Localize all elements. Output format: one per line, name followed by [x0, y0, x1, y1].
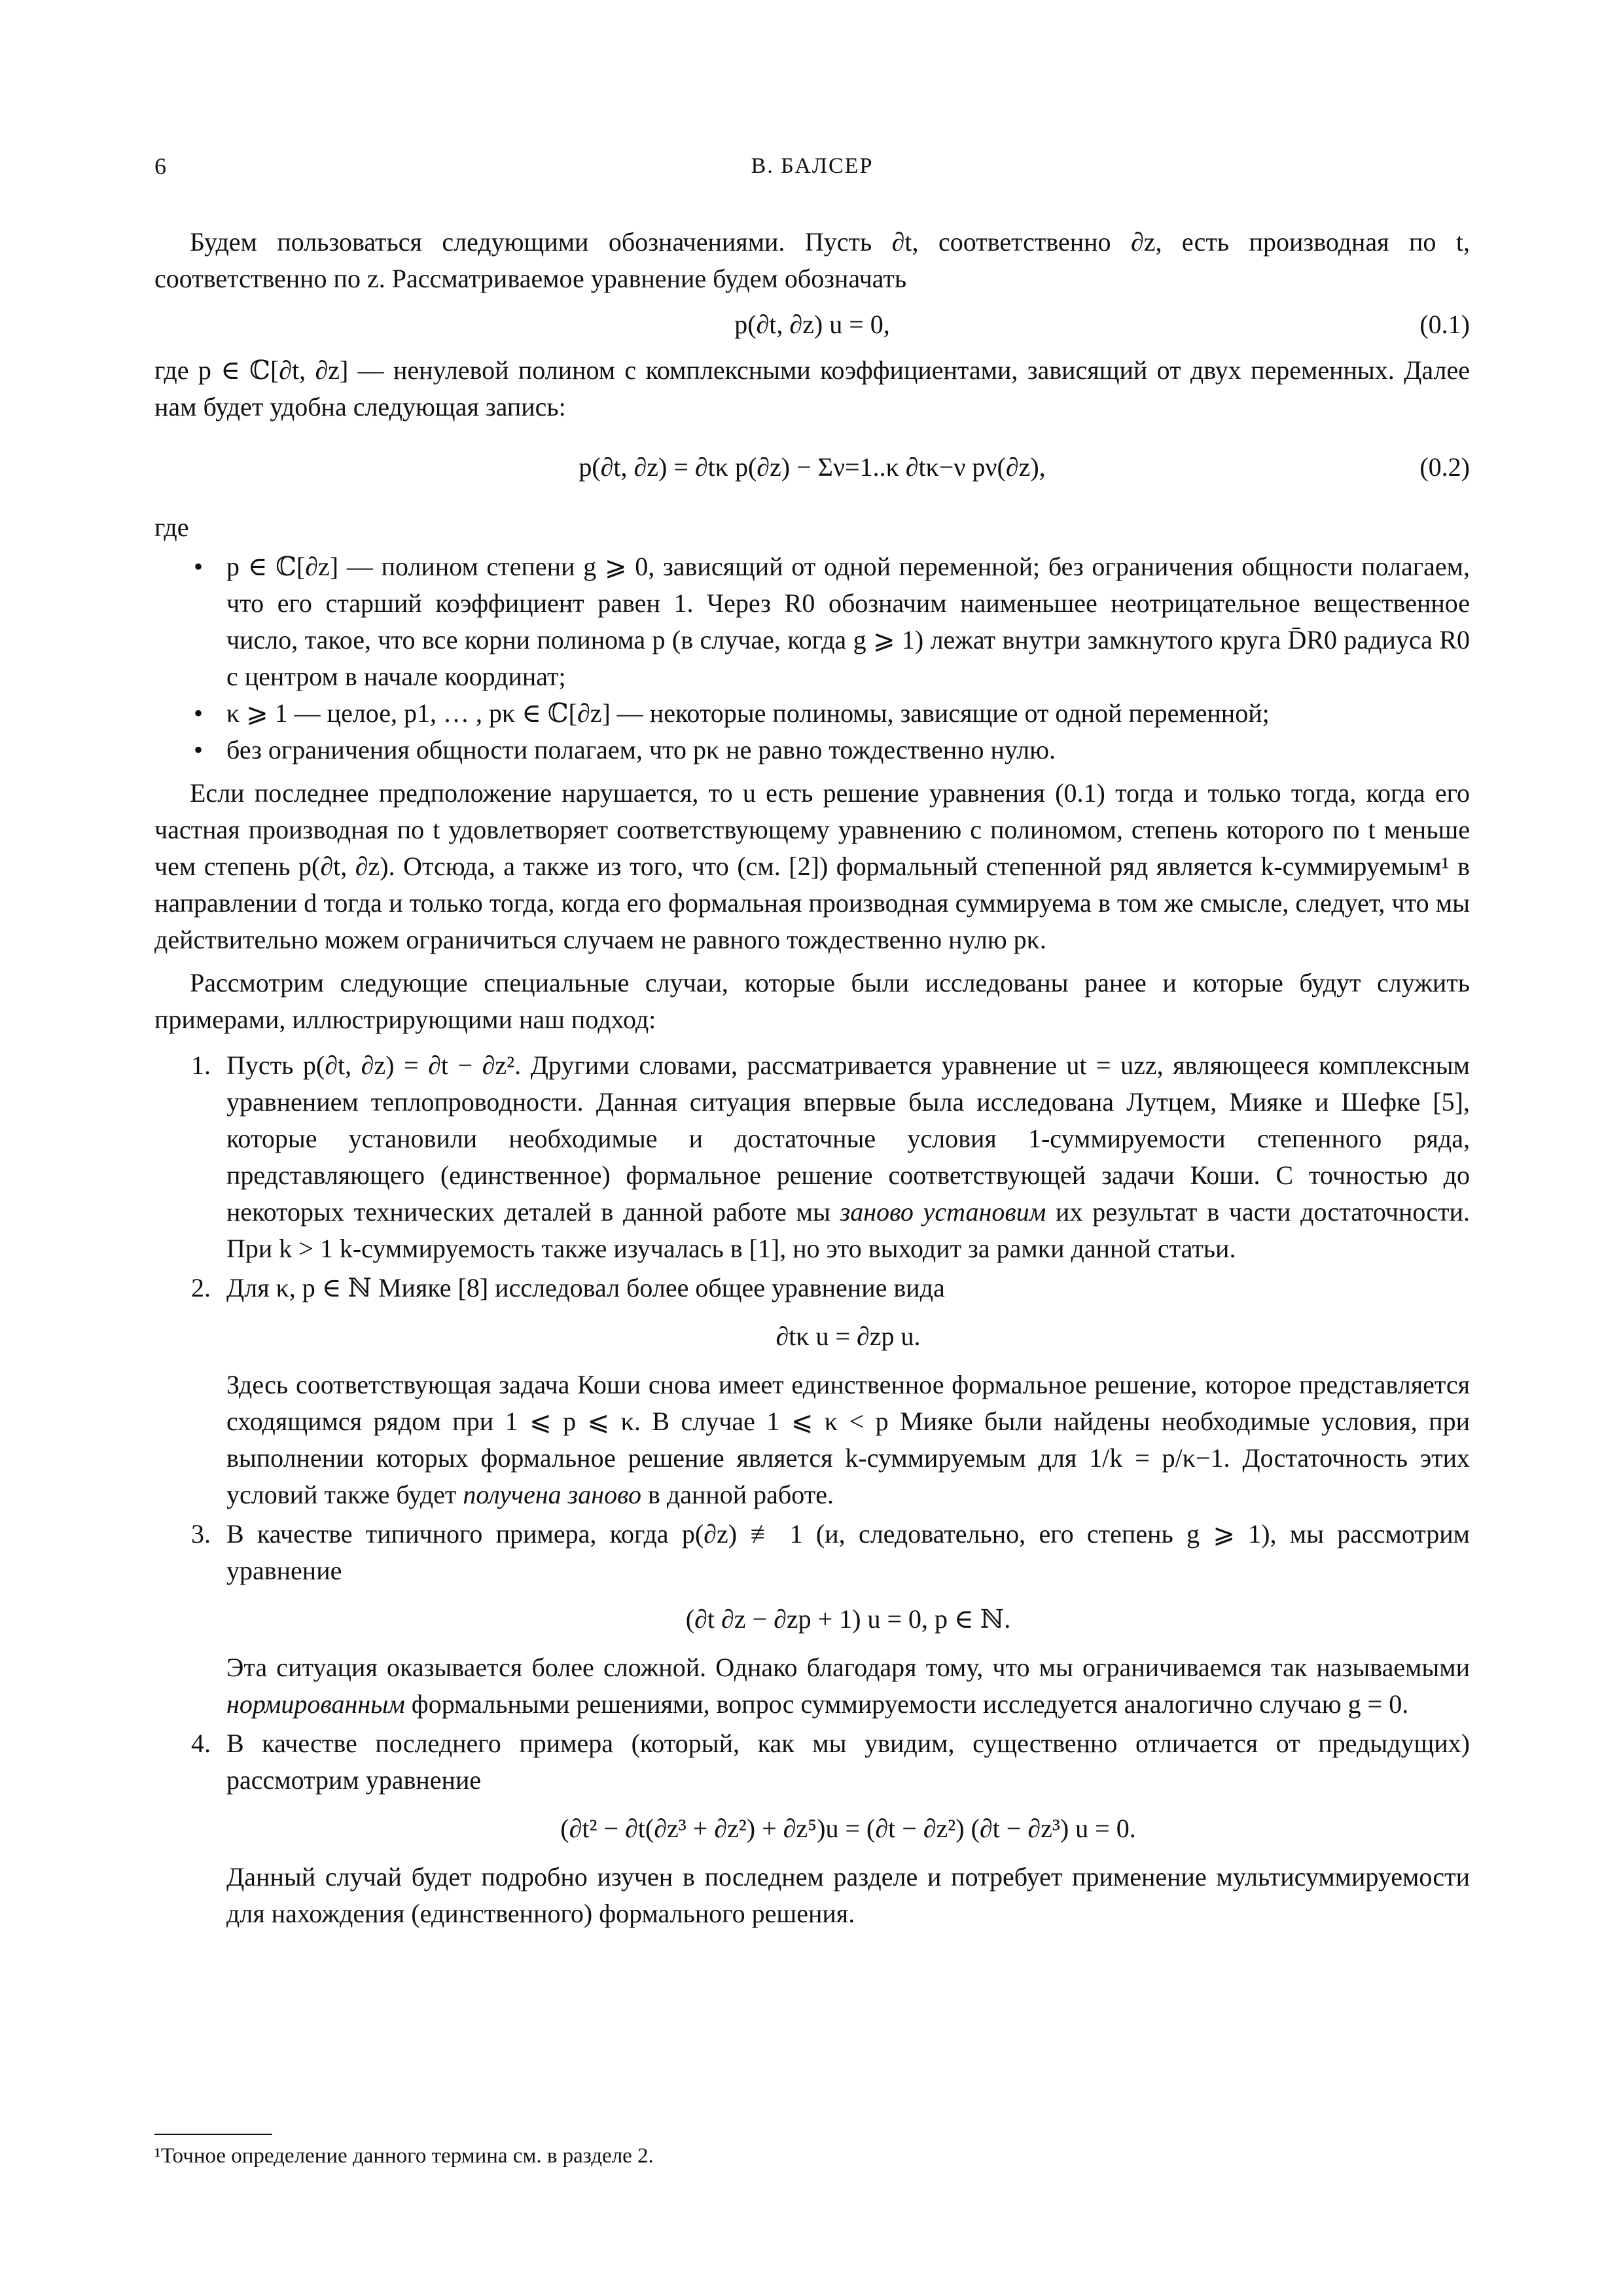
case-2-body: [226, 1367, 1470, 1513]
case-label: 3.: [191, 1519, 211, 1549]
equation-0-2-body: p(∂t, ∂z) = ∂tκ p(∂z) − Σν=1..κ ∂tκ−ν pν(∂z),: [579, 452, 1046, 482]
page-header: [154, 148, 1470, 185]
special-cases-list: [154, 1047, 1470, 1932]
case-2-text-a: Здесь соответствующая задача Коши снова имеет единственное формальное решение, которое представляется сходящимся рядом при 1 ⩽ p ⩽ κ. В случае 1 ⩽ κ < p Мияке были найдены необходимые условия, при выполнении которых формальное решение является k-суммируемым для 1/k = p/κ−1. Достаточность этих условий также будет: [226, 1370, 1470, 1509]
assumptions-list: [154, 548, 1470, 768]
equation-0-1: [154, 306, 1470, 343]
case-3-body: [226, 1649, 1470, 1723]
case-1-text-a: Пусть p(∂t, ∂z) = ∂t − ∂z². Другими словами, рассматривается уравнение ut = uzz, являющееся комплексным уравнением теплопроводности. Данная ситуация впервые была исследована Лутцем, Мияке и Шефке [5], которые установили необходимые и достаточные условия 1-суммируемости степенного ряда, представляющего (единственное) формальное решение соответствующей задачи Коши. С точностью до некоторых технических деталей в данной работе мы: [226, 1050, 1470, 1227]
case-3-text-a: Эта ситуация оказывается более сложной. Однако благодаря тому, что мы ограничиваемся так называемыми: [226, 1653, 1470, 1682]
equation-0-2: [154, 428, 1470, 507]
case-4-equation: (∂t² − ∂t(∂z³ + ∂z²) + ∂z⁵)u = (∂t − ∂z²) (∂t − ∂z³) u = 0.: [560, 1814, 1136, 1843]
case-4-intro: В качестве последнего примера (который, как мы увидим, существенно отличается от предыдущих) рассмотрим уравнение: [226, 1729, 1470, 1795]
paragraph-special-cases: Рассмотрим следующие специальные случаи, которые были исследованы ранее и которые будут служить примерами, иллюстрирующими наш подход:: [154, 968, 1470, 1034]
case-3-text-b: формальными решениями, вопрос суммируемости исследуется аналогично случаю g = 0.: [404, 1689, 1409, 1719]
paragraph-notation: Будем пользоваться следующими обозначениями. Пусть ∂t, соответственно ∂z, есть производная по t, соответственно по z. Рассматриваемое уравнение будем обозначать: [154, 227, 1470, 293]
case-label: 4.: [191, 1729, 211, 1758]
case-label: 2.: [191, 1273, 211, 1302]
running-title: В. БАЛСЕР: [751, 154, 874, 178]
footnote-rule: [154, 2134, 272, 2135]
assumption-item: • κ ⩾ 1 — целое, p1, … , pκ ∈ ℂ[∂z] — некоторые полиномы, зависящие от одной переменной;: [154, 695, 1470, 732]
case-item-4: [154, 1725, 1470, 1932]
case-2-intro: Для κ, p ∈ ℕ Мияке [8] исследовал более общее уравнение вида: [226, 1273, 945, 1302]
case-1-emphasis: заново установим: [840, 1197, 1046, 1227]
case-3-equation: (∂t ∂z − ∂zp + 1) u = 0, p ∈ ℕ.: [685, 1604, 1011, 1634]
equation-0-1-number: (0.1): [1419, 310, 1470, 339]
equation-0-2-number: (0.2): [1419, 452, 1470, 482]
case-item-1: [154, 1047, 1470, 1267]
case-1-text-b: их результат в части достаточности. При k > 1 k-суммируемость также изучалась в [1], но это выходит за рамки данной статьи.: [226, 1197, 1471, 1263]
paragraph-reduction: Если последнее предположение нарушается, то u есть решение уравнения (0.1) тогда и только тогда, когда его частная производная по t удовлетворяет соответствующему уравнению с полиномом, степень которого по t меньше чем степень p(∂t, ∂z). Отсюда, а также из того, что (см. [2]) формальный степенной ряд является k-суммируемым¹ в направлении d тогда и только тогда, когда его формальная производная суммируема в том же смысле, следует, что мы действительно можем ограничиться случаем не равного тождественно нулю pκ.: [154, 778, 1470, 954]
case-2-text-b: в данной работе.: [641, 1480, 834, 1509]
assumption-item: • p ∈ ℂ[∂z] — полином степени g ⩾ 0, зависящий от одной переменной; без ограничения общности полагаем, что его старший коэффициент равен 1. Через R0 обозначим наименьшее неотрицательное вещественное число, такое, что все корни полинома p (в случае, когда g ⩾ 1) лежат внутри замкнутого круга D̄R0 радиуса R0 с центром в начале координат;: [154, 548, 1470, 695]
case-3-emphasis: нормированным: [226, 1689, 405, 1719]
equation-0-1-body: p(∂t, ∂z) u = 0,: [734, 310, 890, 339]
case-3-intro: В качестве типичного примера, когда p(∂z) ≢ 1 (и, следовательно, его степень g ⩾ 1), мы рассмотрим уравнение: [226, 1519, 1470, 1585]
page-number: 6: [154, 153, 166, 179]
footnote: ¹Точное определение данного термина см. в разделе 2.: [154, 2144, 654, 2168]
paragraph-where: где: [154, 512, 189, 542]
case-2-equation: ∂tκ u = ∂zp u.: [776, 1321, 921, 1351]
assumption-item: • без ограничения общности полагаем, что pκ не равно тождественно нулю.: [154, 732, 1470, 768]
case-2-emphasis: получена заново: [463, 1480, 641, 1509]
page-body: [154, 224, 1470, 1935]
paragraph-polynomial: где p ∈ ℂ[∂t, ∂z] — ненулевой полином с комплексными коэффициентами, зависящий от двух переменных. Далее нам будет удобна следующая запись:: [154, 355, 1470, 422]
case-item-2: [154, 1270, 1470, 1513]
case-label: 1.: [191, 1050, 211, 1080]
case-4-text: Данный случай будет подробно изучен в последнем разделе и потребует применение мультисуммируемости для нахождения (единственного) формального решения.: [226, 1862, 1470, 1928]
case-item-3: [154, 1516, 1470, 1723]
